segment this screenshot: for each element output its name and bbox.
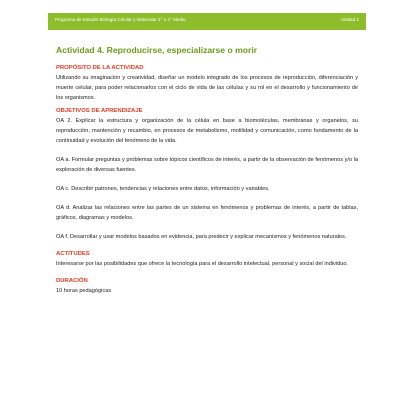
section-heading-duracion: DURACIÓN — [56, 278, 88, 284]
unit-label: Unidad 1 — [340, 17, 359, 22]
section-heading-objetivos: OBJETIVOS DE APRENDIZAJE — [56, 108, 143, 114]
objective-item: OA d. Analizar las relaciones entre las partes de un sistema en fenómenos y problemas de interés, a partir de tablas, gráficos, diagramas y modelos. — [56, 205, 358, 221]
section-heading-actitudes: ACTITUDES — [56, 251, 90, 257]
activity-title: Actividad 4. Reproducirse, especializarse o morir — [56, 45, 258, 55]
program-title: Programa de Estudio Biología Celular y Molecular 3° o 4° Medio — [55, 17, 186, 22]
objective-item: OA 2. Explicar la estructura y organización de la célula en base a biomoléculas, membranas y organelos, su reproducción, mantención y recambio, en procesos de metabolismo, motilidad y comunicación, como fundamento de la continuidad y evolución del fenómeno de la vida. — [56, 118, 358, 144]
section-heading-proposito: PROPÓSITO DE LA ACTIVIDAD — [56, 65, 144, 71]
actitudes-text: Interesarse por las posibilidades que ofrece la tecnología para el desarrollo intelectual, personal y social del individuo. — [56, 261, 348, 267]
objective-item: OA a. Formular preguntas y problemas sobre tópicos científicos de interés, a partir de la observación de fenómenos y/o la exploración de diversas fuentes. — [56, 157, 358, 173]
objective-item: OA c. Describir patrones, tendencias y relaciones entre datos, información y variables. — [56, 186, 270, 192]
proposito-text: Utilizando su imaginación y creatividad, diseñar un modelo integrado de los procesos de reproducción, diferenciación y muerte celular, para poder relacionarlos con el ciclo de vida de las células y su rol en el desarrollo y funcionamiento de los organismos. — [56, 75, 358, 101]
duracion-text: 10 horas pedagógicas — [56, 288, 112, 294]
document-content — [56, 45, 358, 296]
objective-item: OA f. Desarrollar y usar modelos basados en evidencia, para predecir y explicar mecanismos y fenómenos naturales. — [56, 234, 347, 240]
page-header-bar — [48, 13, 366, 30]
